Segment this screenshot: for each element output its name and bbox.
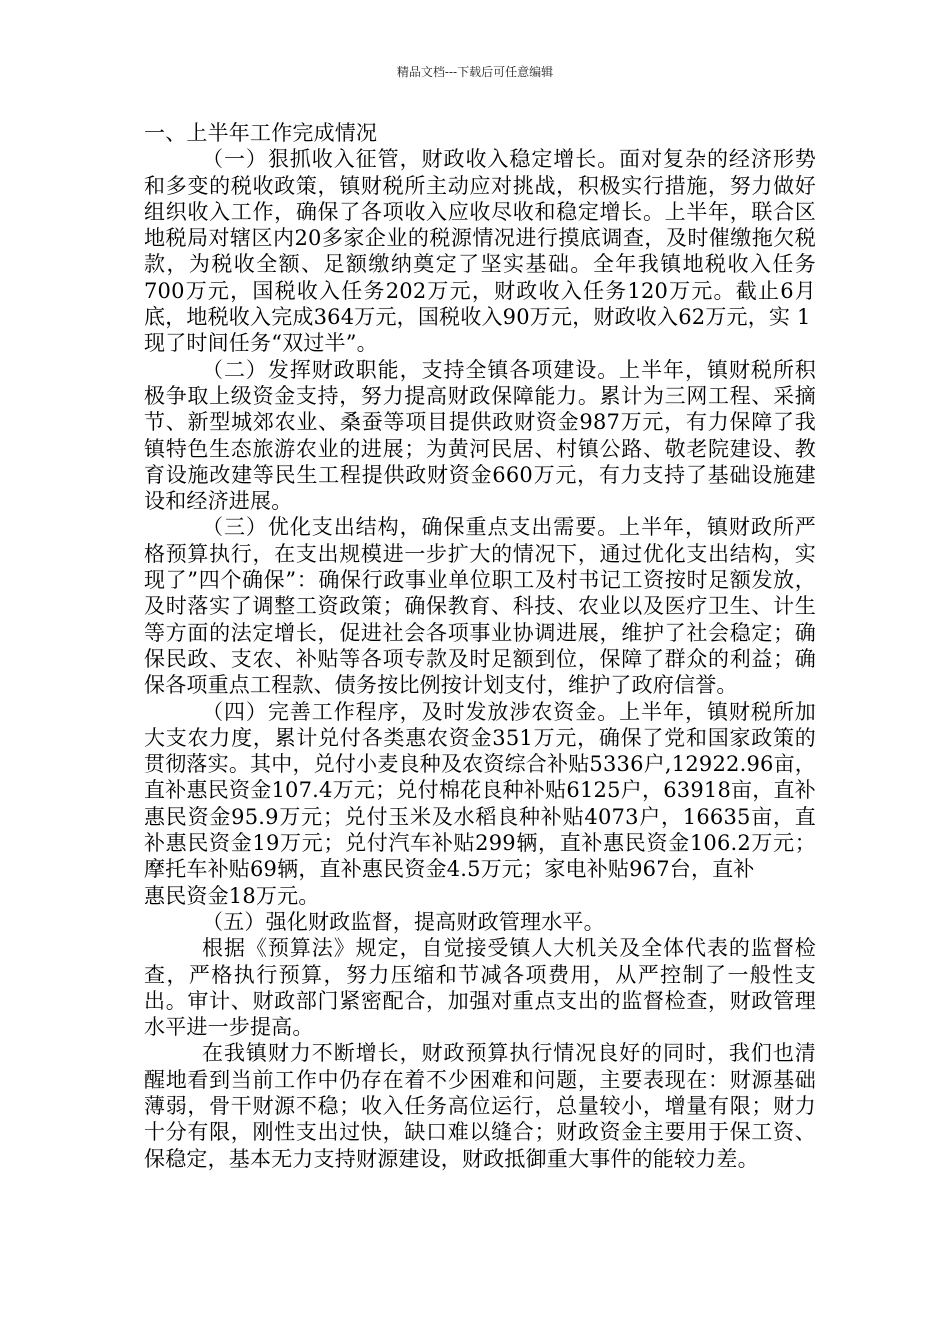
paragraph-5-heading: （五）强化财政监督，提高财政管理水平。: [202, 909, 605, 934]
paragraph-4: （四）完善工作程序，及时发放涉农资金。上半年，镇财税所加大支农力度，累计兑付各类惠农资金351万元，确保了党和国家政策的贯彻落实。其中，兑付小麦良种及农资综合补贴5336户,12922.96亩，直补惠民资金107.4万元；兑付棉花良种补贴6125户，63918亩，直补惠民资金95.9万元；兑付玉米及水稻良种补贴4073户，16635亩，直补惠民资金19万元；兑付汽车补贴299辆，直补惠民资金106.2万元；摩托车补贴69辆，直补惠民资金4.5万元；家电补贴967台，直补: [144, 699, 816, 882]
document-body: [144, 120, 816, 1172]
paragraph-3: （三）优化支出结构，确保重点支出需要。上半年，镇财政所严格预算执行，在支出规模进一步扩大的情况下，通过优化支出结构，实现了”四个确保”：确保行政事业单位职工及村书记工资按时足额发放，及时落实了调整工资政策；确保教育、科技、农业以及医疗卫生、计生等方面的法定增长，促进社会各项事业协调进展，维护了社会稳定；确保民政、支农、补贴等各项专款及时足额到位，保障了群众的利益；确保各项重点工程款、债务按比例按计划支付，维护了政府信誉。: [144, 515, 816, 698]
paragraph-5: 根据《预算法》规定，自觉接受镇人大机关及全体代表的监督检查，严格执行预算，努力压缩和节减各项费用，从严控制了一般性支出。审计、财政部门紧密配合，加强对重点支出的监督检查，财政管理水平进一步提高。: [144, 936, 816, 1040]
paragraph-1: （一）狠抓收入征管，财政收入稳定增长。面对复杂的经济形势和多变的税收政策，镇财税所主动应对挑战，积极实行措施，努力做好组织收入工作，确保了各项收入应收尽收和稳定增长。上半年，联合区地税局对辖区内20多家企业的税源情况进行摸底调查，及时催缴拖欠税款，为税收全额、足额缴纳奠定了坚实基础。全年我镇地税收入任务700万元，国税收入任务202万元，财政收入任务120万元。截止6月底，地税收入完成364万元，国税收入90万元，财政收入62万元，实 1: [144, 147, 816, 330]
paragraph-6: 在我镇财力不断增长，财政预算执行情况良好的同时，我们也清醒地看到当前工作中仍存在着不少困难和问题，主要表现在：财源基础薄弱，骨干财源不稳；收入任务高位运行，总量较小，增量有限；财力十分有限，刚性支出过快，缺口难以缝合；财政资金主要用于保工资、保稳定，基本无力支持财源建设，财政抵御重大事件的能较力差。: [144, 1041, 816, 1171]
paragraph-1-continued: 现了时间任务“双过半”。: [144, 331, 378, 356]
paragraph-2: （二）发挥财政职能，支持全镇各项建设。上半年，镇财税所积极争取上级资金支持，努力提高财政保障能力。累计为三网工程、采摘节、新型城郊农业、桑蚕等项目提供政财资金987万元，有力保障了我镇特色生态旅游农业的进展；为黄河民居、村镇公路、敬老院建设、教育设施改建等民生工程提供政财资金660万元，有力支持了基础设施建设和经济进展。: [144, 357, 816, 514]
paragraph-4-continued: 惠民资金18万元。: [144, 883, 320, 908]
section-title: 一、上半年工作完成情况: [144, 121, 378, 145]
page-header: 精品文档---下载后可任意编辑: [396, 65, 554, 79]
